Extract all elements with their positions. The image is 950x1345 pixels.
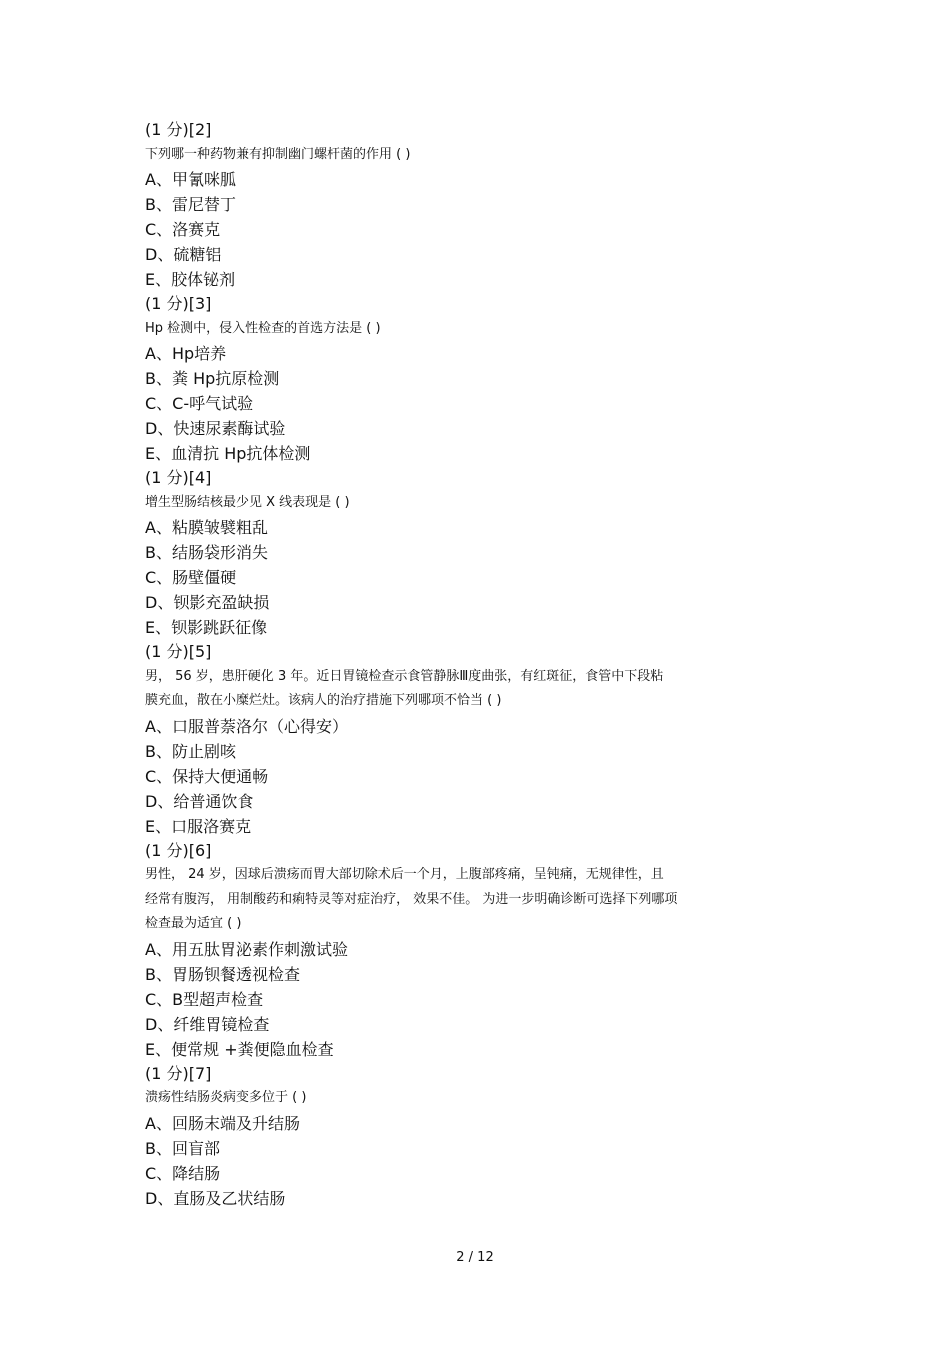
question-stem: 膜充血，散在小糜烂灶。该病人的治疗措施下列哪项不恰当 ( ) xyxy=(145,693,502,708)
answer-option: B、回盲部 xyxy=(145,1138,220,1158)
answer-option: E、钡影跳跃征像 xyxy=(145,618,268,637)
answer-option: A、甲氰咪胍 xyxy=(145,170,236,189)
question-stem: 溃疡性结肠炎病变多位于 ( ) xyxy=(145,1090,307,1105)
answer-option: B、胃肠钡餐透视检查 xyxy=(145,964,300,984)
question xyxy=(145,118,825,292)
answer-option: E、胶体铋剂 xyxy=(145,270,236,289)
question-header: (1 分)[4] xyxy=(145,468,212,487)
question-stem: 男性， 24 岁，因球后溃疡而胃大部切除术后一个月，上腹部疼痛，呈钝痛，无规律性，且 xyxy=(145,867,664,882)
question-stem: 经常有腹泻， 用制酸药和痢特灵等对症治疗， 效果不佳。 为进一步明确诊断可选择下列哪项 xyxy=(145,891,678,907)
question xyxy=(145,839,825,1062)
answer-option: A、用五肽胃泌素作刺激试验 xyxy=(145,939,348,959)
question-stem: 检查最为适宜 ( ) xyxy=(145,916,242,931)
question xyxy=(145,1062,825,1211)
question-header: (1 分)[3] xyxy=(145,294,212,313)
answer-option: D、纤维胃镜检查 xyxy=(145,1014,270,1034)
page-content xyxy=(145,118,825,1211)
answer-option: A、粘膜皱襞粗乱 xyxy=(145,518,268,537)
question-stem: 下列哪一种药物兼有抑制幽门螺杆菌的作用 ( ) xyxy=(145,146,411,162)
answer-option: C、保持大便通畅 xyxy=(145,766,269,786)
answer-option: D、钡影充盈缺损 xyxy=(145,593,270,612)
question-header: (1 分)[2] xyxy=(145,120,212,139)
answer-option: C、肠壁僵硬 xyxy=(145,568,237,587)
answer-option: B、粪 Hp抗原检测 xyxy=(145,369,280,388)
answer-option: C、降结肠 xyxy=(145,1163,221,1183)
answer-option: C、B型超声检查 xyxy=(145,989,264,1009)
answer-option: A、口服普萘洛尔（心得安） xyxy=(145,716,348,736)
question-header: (1 分)[6] xyxy=(145,840,212,860)
question xyxy=(145,640,825,839)
answer-option: D、直肠及乙状结肠 xyxy=(145,1188,286,1208)
question xyxy=(145,466,825,640)
page-number: 2 / 12 xyxy=(456,1250,494,1265)
answer-option: E、便常规 +粪便隐血检查 xyxy=(145,1039,334,1059)
answer-option: B、防止剧咳 xyxy=(145,741,236,761)
question-header: (1 分)[5] xyxy=(145,642,212,661)
answer-option: E、口服洛赛克 xyxy=(145,816,252,836)
answer-option: D、给普通饮食 xyxy=(145,791,254,811)
answer-option: D、快速尿素酶试验 xyxy=(145,419,286,438)
question-stem: 男， 56 岁，患肝硬化 3 年。近日胃镜检查示食管静脉Ⅲ度曲张，有红斑征，食管中下段粘 xyxy=(145,668,664,684)
answer-option: B、雷尼替丁 xyxy=(145,195,236,214)
question-stem: 增生型肠结核最少见 X 线表现是 ( ) xyxy=(145,494,350,510)
answer-option: A、Hp培养 xyxy=(145,344,227,363)
question xyxy=(145,292,825,466)
answer-option: C、洛赛克 xyxy=(145,220,221,239)
answer-option: C、C-呼气试验 xyxy=(145,394,254,413)
answer-option: A、回肠末端及升结肠 xyxy=(145,1113,300,1133)
answer-option: B、结肠袋形消失 xyxy=(145,543,268,562)
answer-option: E、血清抗 Hp抗体检测 xyxy=(145,444,311,463)
question-header: (1 分)[7] xyxy=(145,1063,212,1083)
answer-option: D、硫糖铝 xyxy=(145,245,222,264)
question-stem: Hp 检测中，侵入性检查的首选方法是 ( ) xyxy=(145,320,381,336)
